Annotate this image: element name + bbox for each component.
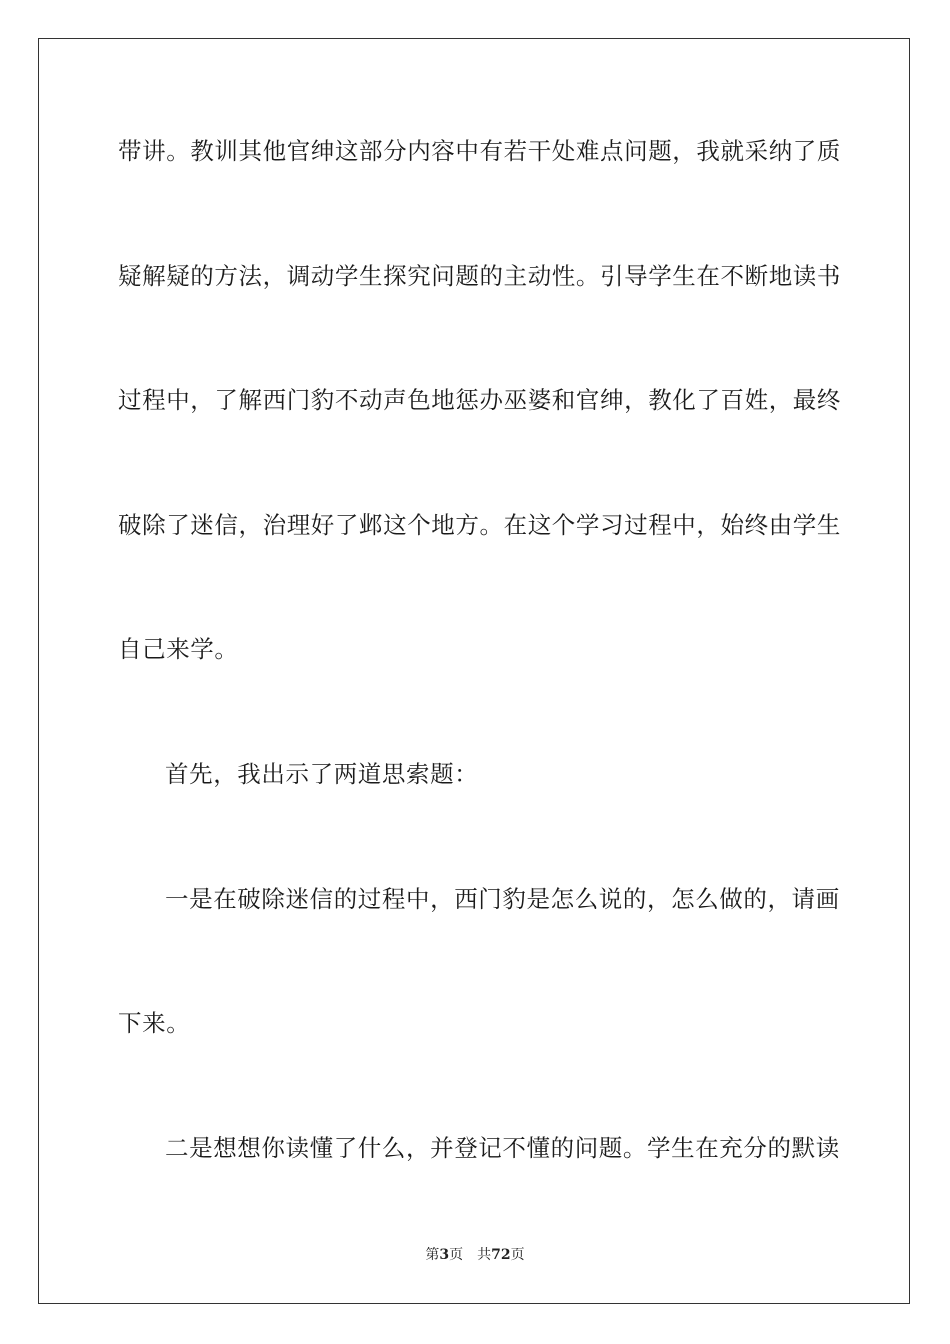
body-line-9: 二是想想你读懂了什么，并登记不懂的问题。学生在充分的默读: [165, 1134, 840, 1162]
page-suffix: 页: [449, 1247, 464, 1263]
total-pages: 72: [491, 1247, 511, 1263]
page-number: 3: [439, 1247, 450, 1263]
body-line-1: 带讲。教训其他官绅这部分内容中有若干处难点问题，我就采纳了质: [118, 137, 841, 165]
body-line-8: 下来。: [118, 1009, 191, 1037]
page-border: [38, 38, 910, 1304]
page-footer: [0, 1246, 950, 1264]
page-prefix: 第: [425, 1247, 440, 1263]
total-suffix: 页: [510, 1247, 525, 1263]
body-line-7: 一是在破除迷信的过程中，西门豹是怎么说的，怎么做的，请画: [165, 885, 840, 913]
total-prefix: 共: [477, 1247, 492, 1263]
body-line-5: 自己来学。: [118, 635, 239, 663]
body-line-4: 破除了迷信，治理好了邺这个地方。在这个学习过程中，始终由学生: [118, 511, 841, 539]
body-line-2: 疑解疑的方法，调动学生探究问题的主动性。引导学生在不断地读书: [118, 262, 841, 290]
body-line-3: 过程中，了解西门豹不动声色地惩办巫婆和官绅，教化了百姓，最终: [118, 386, 841, 414]
body-line-6: 首先，我出示了两道思索题：: [165, 760, 479, 788]
